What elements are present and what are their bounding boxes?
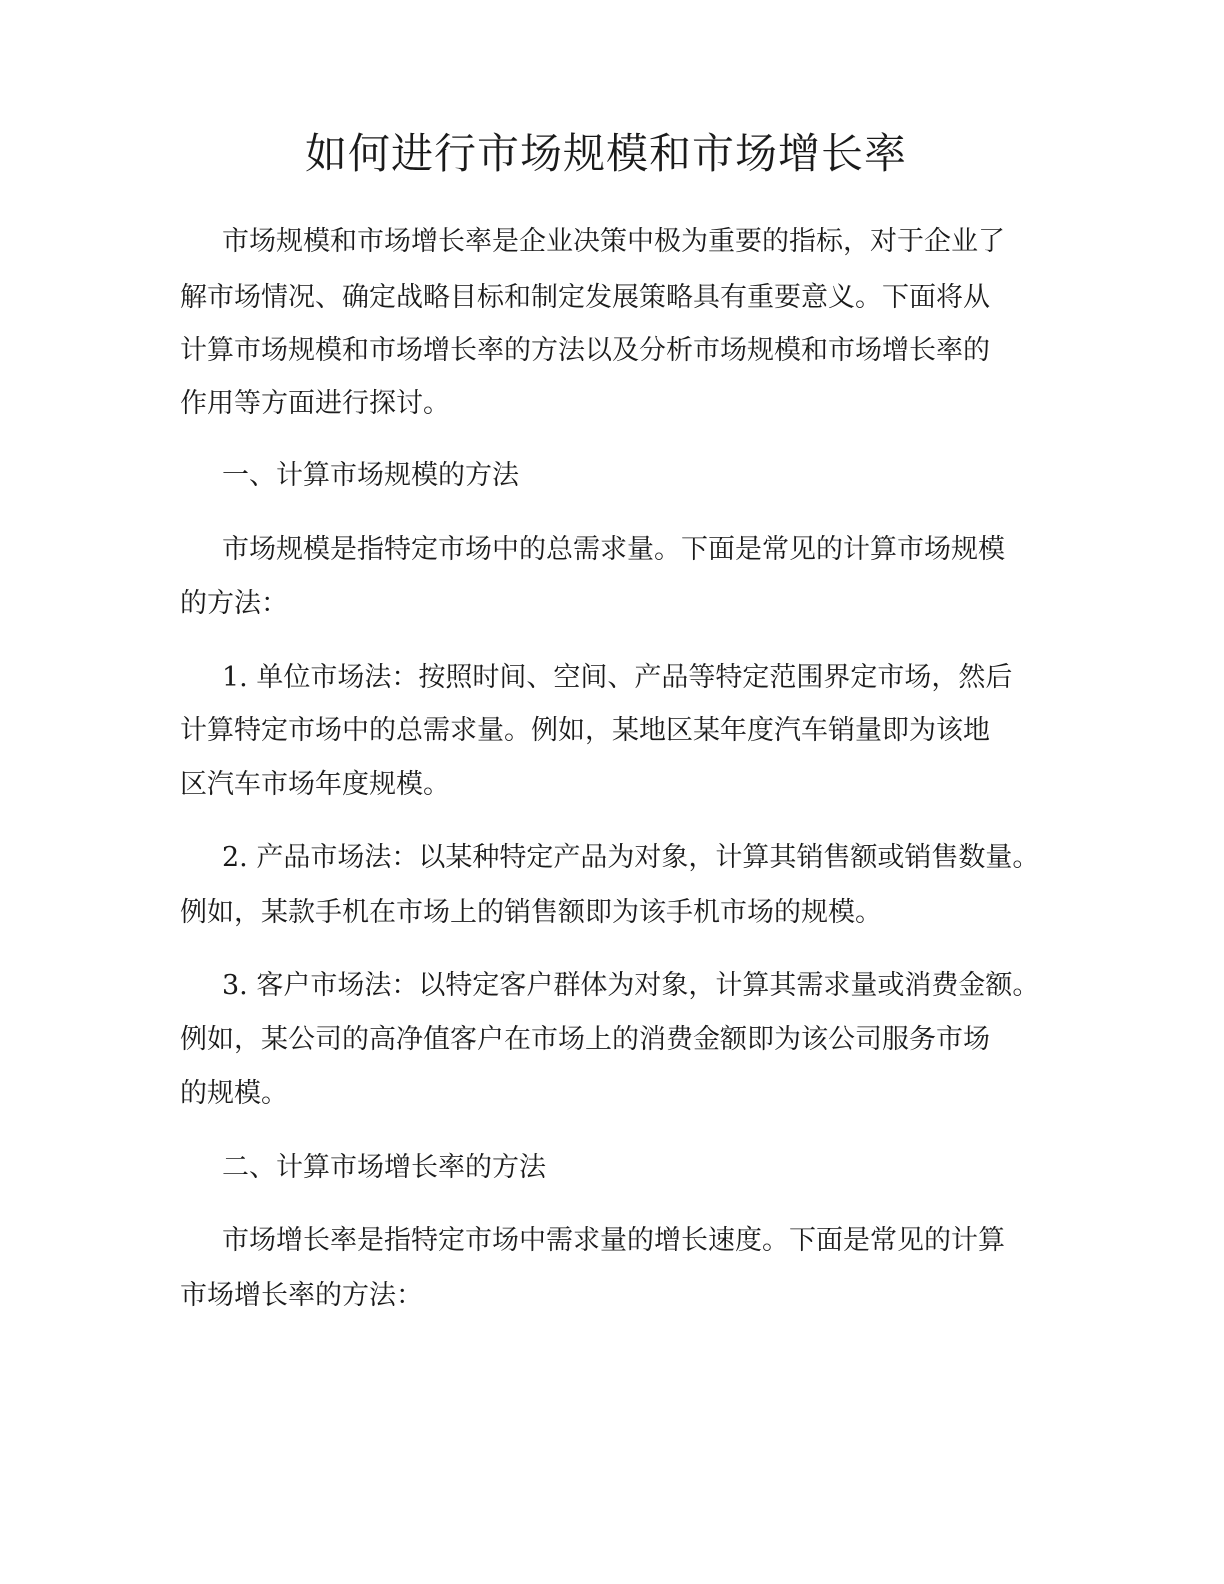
document-title: 如何进行市场规模和市场增长率 [304,129,907,178]
intro-line-2: 解市场情况、确定战略目标和制定发展策略具有重要意义。下面将从 [180,282,990,313]
paragraph-line: 市场规模是指特定市场中的总需求量。下面是常见的计算市场规模 [222,534,1005,565]
paragraph-line: 市场增长率是指特定市场中需求量的增长速度。下面是常见的计算 [222,1225,1005,1256]
intro-line-1: 市场规模和市场增长率是企业决策中极为重要的指标，对于企业了 [222,226,1005,257]
list-item-1-line: 1. 单位市场法：按照时间、空间、产品等特定范围界定市场，然后 [222,662,1013,693]
list-item-3-line: 的规模。 [180,1078,288,1109]
paragraph-line: 市场增长率的方法： [180,1280,423,1311]
list-item-2-line: 2. 产品市场法：以某种特定产品为对象，计算其销售额或销售数量。 [222,842,1040,873]
section-heading-2: 二、计算市场增长率的方法 [222,1152,546,1183]
intro-line-3: 计算市场规模和市场增长率的方法以及分析市场规模和市场增长率的 [180,335,990,366]
list-item-3-line: 3. 客户市场法：以特定客户群体为对象，计算其需求量或消费金额。 [222,970,1040,1001]
list-item-2-line: 例如，某款手机在市场上的销售额即为该手机市场的规模。 [180,897,882,928]
list-item-3-line: 例如，某公司的高净值客户在市场上的消费金额即为该公司服务市场 [180,1024,990,1055]
intro-line-4: 作用等方面进行探讨。 [180,388,450,419]
list-item-1-line: 区汽车市场年度规模。 [180,769,450,800]
section-heading-1: 一、计算市场规模的方法 [222,460,519,491]
list-item-1-line: 计算特定市场中的总需求量。例如，某地区某年度汽车销量即为该地 [180,715,990,746]
paragraph-line: 的方法： [180,588,288,619]
